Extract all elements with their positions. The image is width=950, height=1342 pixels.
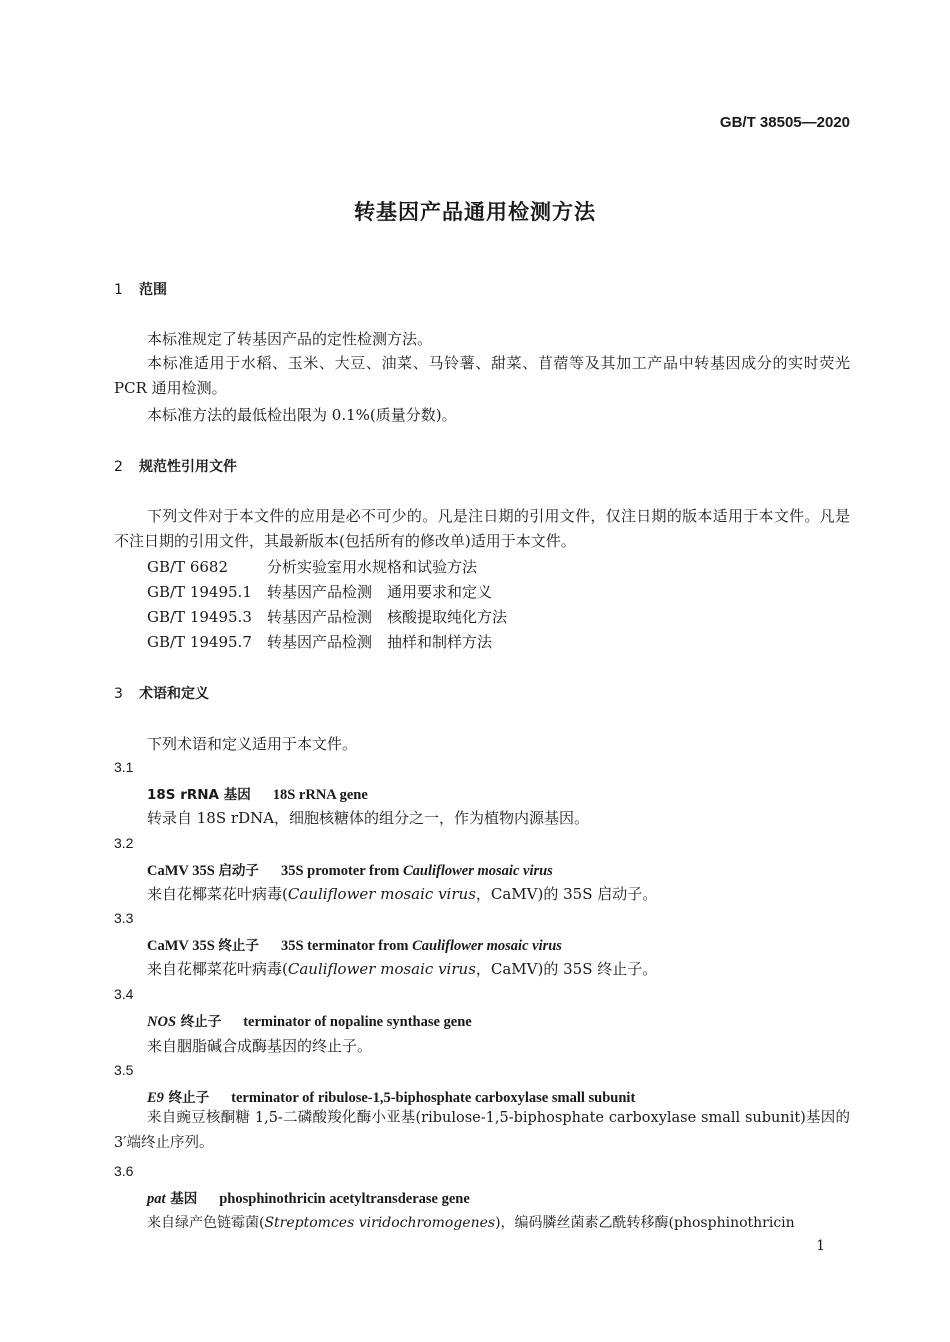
reference-code: GB/T 19495.7 xyxy=(147,633,252,651)
definition-text: 来自绿产色链霉菌( xyxy=(147,1215,265,1231)
term-zh-italic: NOS xyxy=(147,1014,177,1030)
section-title: 范围 xyxy=(139,282,167,298)
clause-number: 3.4 xyxy=(114,986,134,1002)
definition-text: 来自花椰菜花叶病毒( xyxy=(147,885,288,903)
term-zh-prefix: CaMV 35S xyxy=(147,938,219,954)
term-zh: 基因 xyxy=(165,1191,198,1207)
clause-number: 3.6 xyxy=(114,1163,134,1179)
term-definition: 来自胭脂碱合成酶基因的终止子。 xyxy=(147,1037,373,1055)
section-3-heading xyxy=(114,683,209,703)
reference-title: 分析实验室用水规格和试验方法 xyxy=(267,558,478,576)
definition-text: )，编码膦丝菌素乙酰转移酶(phosphinothricin xyxy=(495,1215,795,1231)
reference-code: GB/T 19495.3 xyxy=(147,608,252,626)
term-heading xyxy=(147,1010,472,1031)
section-number: 1 xyxy=(114,282,123,298)
term-definition: 来自豌豆核酮糖 1,5-二磷酸羧化酶小亚基(ribulose-1,5-biphosphate carboxylase small subunit)基因的 3′端终止序列。 xyxy=(114,1110,850,1151)
paragraph: 本标准方法的最低检出限为 0.1%(质量分数)。 xyxy=(147,406,457,424)
paragraph: 本标准适用于水稻、玉米、大豆、油菜、马铃薯、甜菜、苜蓿等及其加工产品中转基因成分的实时荧光PCR 通用检测。 xyxy=(114,354,850,397)
term-zh: 18S rRNA 基因 xyxy=(147,787,251,803)
reference-title: 转基因产品检测 抽样和制样方法 xyxy=(267,633,493,651)
term-zh-italic: E9 xyxy=(147,1090,164,1106)
term-en: terminator of ribulose-1,5-biphosphate carboxylase small subunit xyxy=(231,1090,636,1106)
term-zh: 终止子 xyxy=(163,1090,210,1106)
term-zh-prefix: CaMV 35S xyxy=(147,863,219,879)
standard-number: GB/T 38505—2020 xyxy=(719,114,850,131)
term-heading xyxy=(147,859,553,880)
term-heading xyxy=(147,783,368,804)
definition-text: ，CaMV)的 35S 终止子。 xyxy=(475,960,658,978)
term-zh: 终止子 xyxy=(176,1014,222,1030)
reference-item xyxy=(147,606,507,627)
paragraph: 下列文件对于本文件的应用是必不可少的。凡是注日期的引用文件，仅注日期的版本适用于本文件。凡是不注日期的引用文件，其最新版本(包括所有的修改单)适用于本文件。 xyxy=(114,507,850,550)
reference-item xyxy=(147,556,477,577)
term-zh-italic: pat xyxy=(147,1191,166,1207)
term-definition xyxy=(147,883,657,904)
definition-italic: Streptomces viridochromogenes xyxy=(264,1215,496,1231)
reference-item xyxy=(147,631,492,652)
term-heading xyxy=(147,1187,470,1208)
term-definition: 转录自 18S rDNA，细胞核糖体的组分之一，作为植物内源基因。 xyxy=(147,809,590,827)
paragraph: 下列术语和定义适用于本文件。 xyxy=(147,735,358,753)
clause-number: 3.3 xyxy=(114,910,134,926)
term-zh: 终止子 xyxy=(218,938,259,954)
definition-text: 来自花椰菜花叶病毒( xyxy=(147,960,288,978)
definition-italic: Cauliflower mosaic virus xyxy=(287,960,476,978)
term-en-italic: Cauliflower mosaic virus xyxy=(402,863,553,879)
term-definition xyxy=(147,1212,795,1232)
term-en: 35S terminator from xyxy=(280,938,413,954)
term-en: terminator of nopaline synthase gene xyxy=(243,1014,472,1030)
paragraph: 本标准规定了转基因产品的定性检测方法。 xyxy=(147,330,433,348)
term-heading xyxy=(147,1086,635,1107)
section-number: 3 xyxy=(114,686,123,702)
section-1-heading xyxy=(114,279,167,299)
reference-code: GB/T 19495.1 xyxy=(147,583,252,601)
section-title: 术语和定义 xyxy=(139,686,209,702)
document-title: 转基因产品通用检测方法 xyxy=(354,200,596,224)
term-en: 35S promoter from xyxy=(280,863,403,879)
term-definition xyxy=(147,958,657,979)
clause-number: 3.1 xyxy=(114,759,134,775)
clause-number: 3.2 xyxy=(114,835,134,851)
page-number: 1 xyxy=(816,1238,825,1254)
term-heading xyxy=(147,934,562,955)
definition-italic: Cauliflower mosaic virus xyxy=(287,885,476,903)
definition-text: ，CaMV)的 35S 启动子。 xyxy=(475,885,658,903)
term-en: 18S rRNA gene xyxy=(272,787,368,803)
section-2-heading xyxy=(114,456,237,476)
term-zh: 启动子 xyxy=(218,863,259,879)
reference-title: 转基因产品检测 核酸提取纯化方法 xyxy=(267,608,508,626)
section-title: 规范性引用文件 xyxy=(139,459,237,475)
term-en-italic: Cauliflower mosaic virus xyxy=(412,938,562,954)
reference-item xyxy=(147,581,492,602)
section-number: 2 xyxy=(114,459,123,475)
reference-title: 转基因产品检测 通用要求和定义 xyxy=(267,583,493,601)
term-en: phosphinothricin acetyltransderase gene xyxy=(219,1191,470,1207)
reference-code: GB/T 6682 xyxy=(147,558,229,576)
clause-number: 3.5 xyxy=(114,1062,134,1078)
